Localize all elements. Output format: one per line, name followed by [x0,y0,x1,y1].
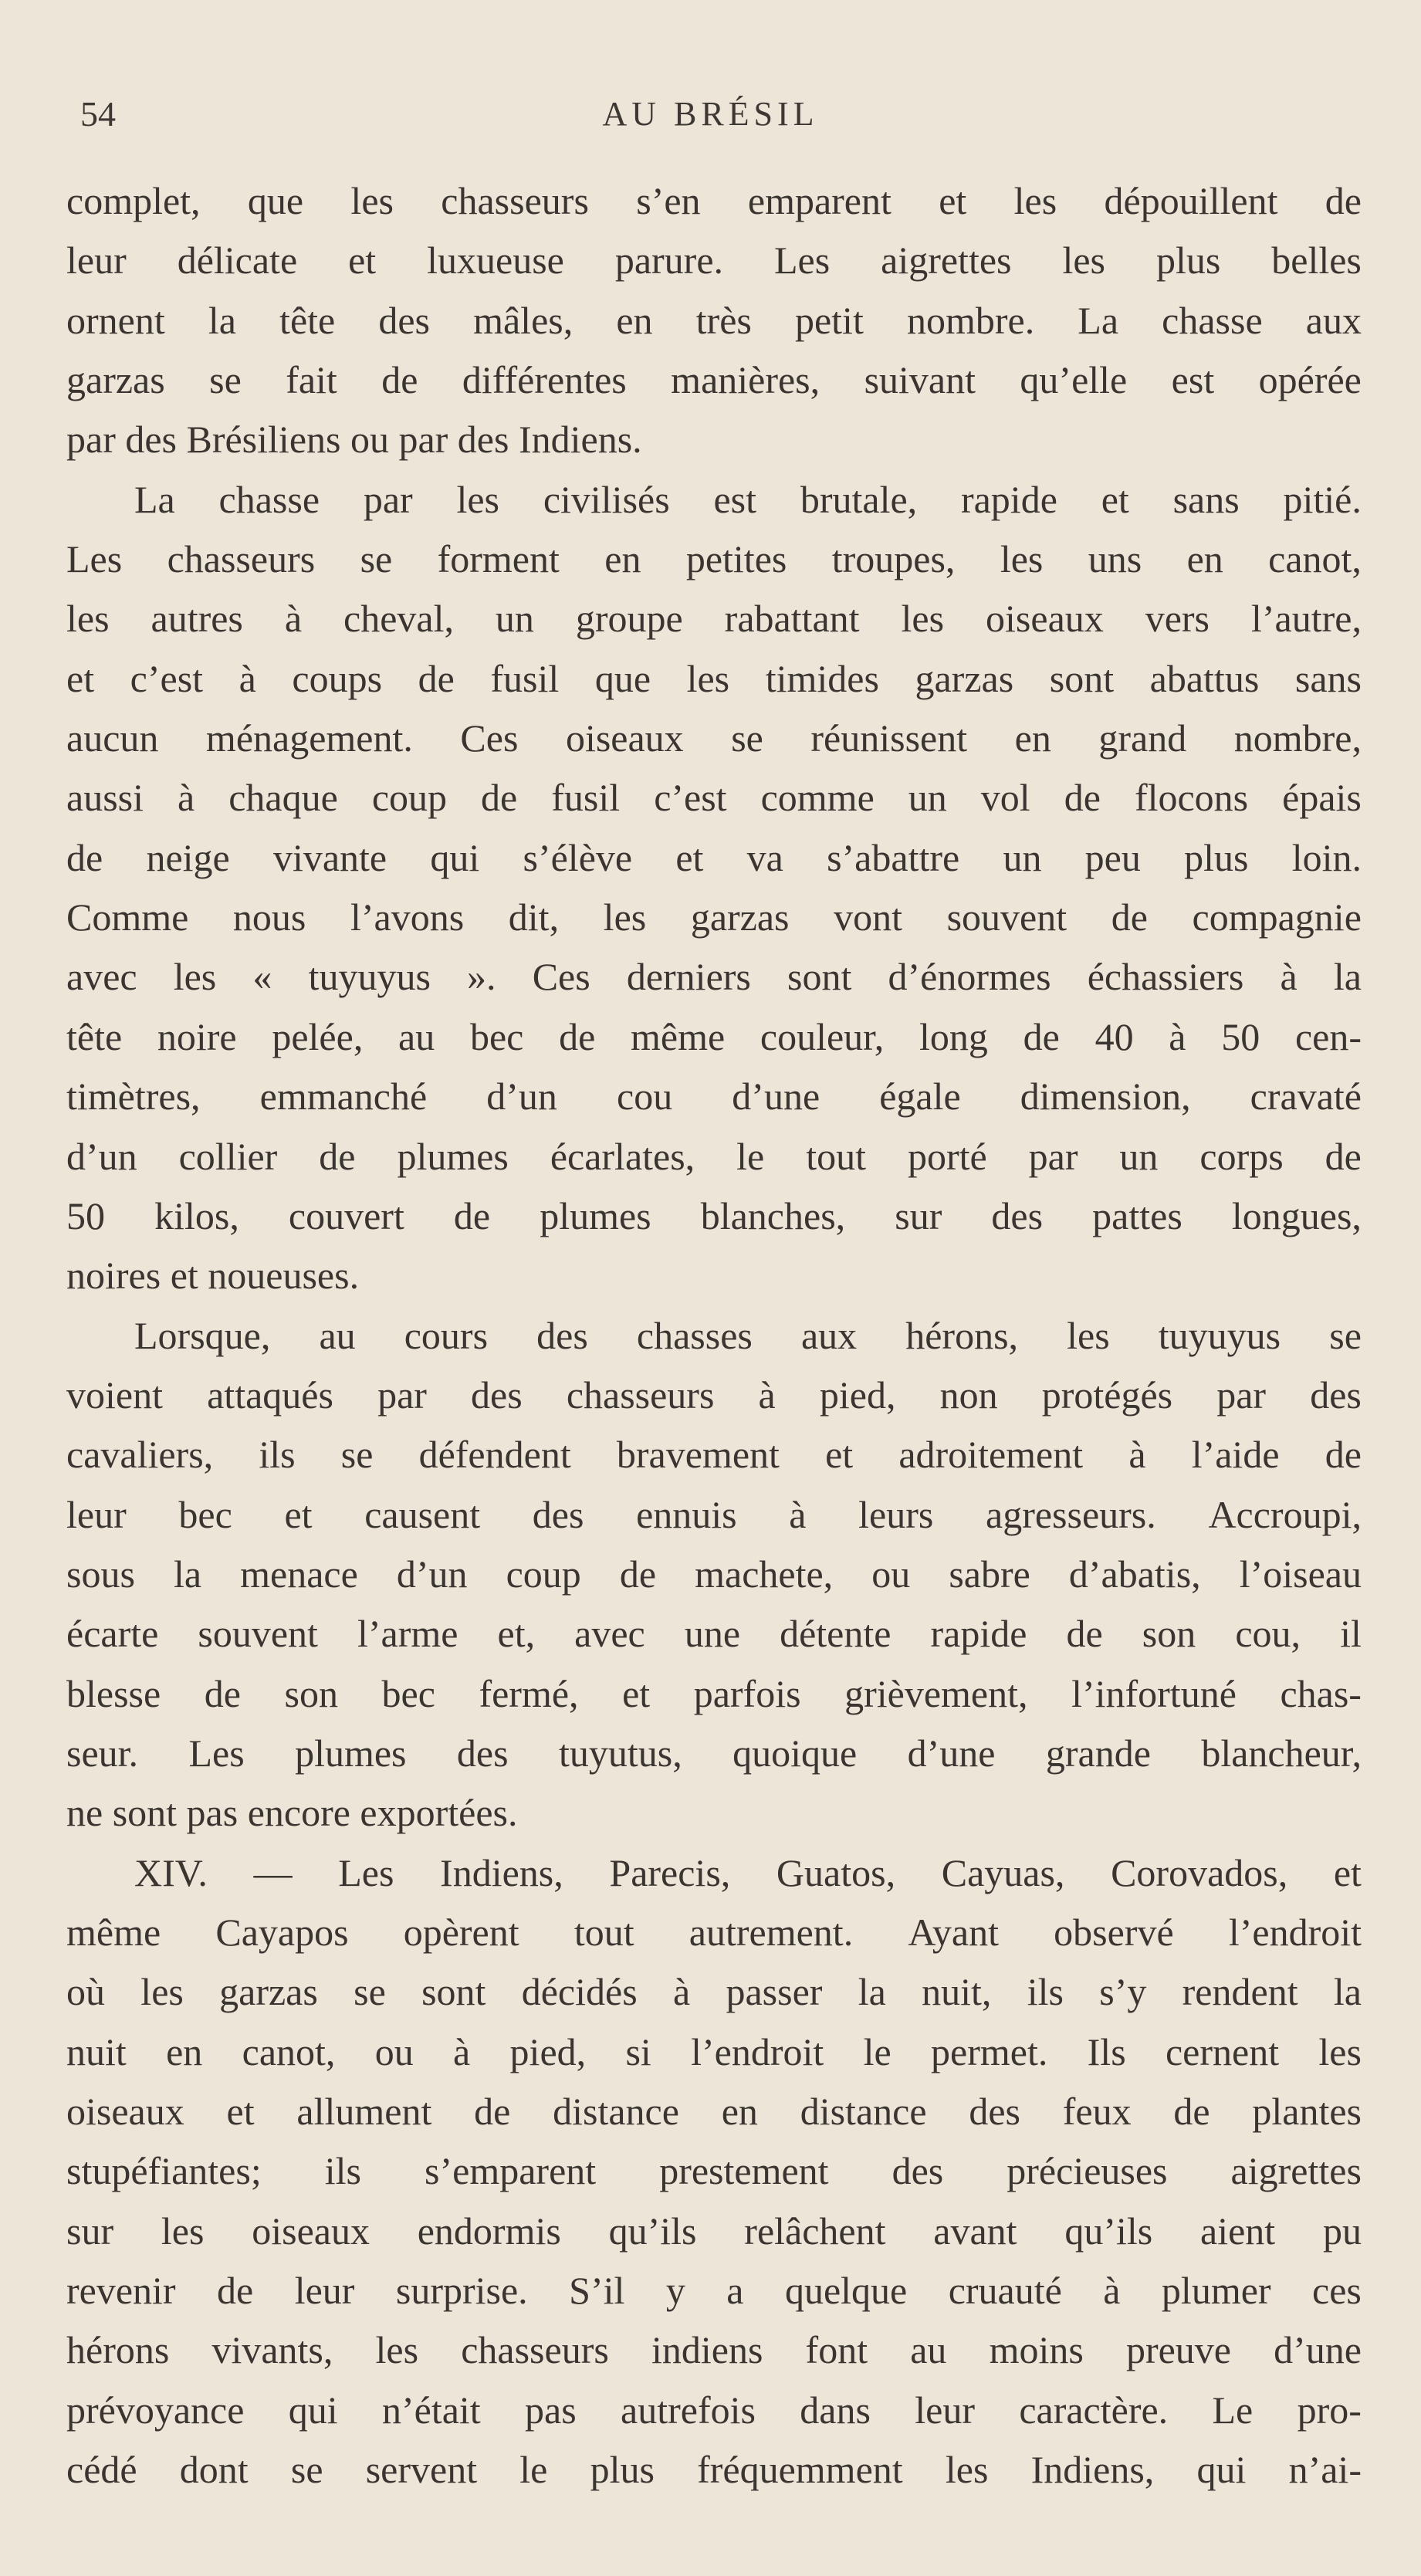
text-line: XIV. — Les Indiens, Parecis, Guatos, Cayuas, Corovados, et [134,1850,1362,1894]
text-line: leur bec et causent des ennuis à leurs agresseurs. Accroupi, [66,1492,1362,1536]
text-line: même Cayapos opèrent tout autrement. Ayant observé l’endroit [66,1910,1362,1954]
text-line: et c’est à coups de fusil que les timides garzas sont abattus sans [66,656,1362,700]
text-line: voient attaqués par des chasseurs à pied, non protégés par des [66,1373,1362,1417]
text-line: hérons vivants, les chasseurs indiens font au moins preuve d’une [66,2328,1362,2372]
text-line: timètres, emmanché d’un cou d’une égale dimension, cravaté [66,1075,1362,1119]
text-line: oiseaux et allument de distance en distance des feux de plantes [66,2090,1362,2133]
text-line: ornent la tête des mâles, en très petit nombre. La chasse aux [66,298,1362,342]
text-line: aussi à chaque coup de fusil c’est comme un vol de flocons épais [66,776,1362,820]
text-line: Les chasseurs se forment en petites troupes, les uns en canot, [66,537,1362,581]
text-line: blesse de son bec fermé, et parfois grièvement, l’infortuné chas- [66,1671,1362,1715]
text-line: sous la menace d’un coup de machete, ou sabre d’abatis, l’oiseau [66,1552,1362,1596]
text-line: tête noire pelée, au bec de même couleur, long de 40 à 50 cen- [66,1014,1362,1058]
text-line: cavaliers, ils se défendent bravement et adroitement à l’aide de [66,1433,1362,1477]
text-line: revenir de leur surprise. S’il y a quelque cruauté à plumer ces [66,2269,1362,2313]
text-line: où les garzas se sont décidés à passer la nuit, ils s’y rendent la [66,1970,1362,2014]
text-line: complet, que les chasseurs s’en emparent et les dépouillent de [66,179,1362,222]
page-number: 54 [80,94,116,134]
text-line: par des Brésiliens ou par des Indiens. [66,418,642,462]
text-line: Comme nous l’avons dit, les garzas vont souvent de compagnie [66,895,1362,939]
running-head [68,91,1353,137]
text-line: 50 kilos, couvert de plumes blanches, sur des pattes longues, [66,1193,1362,1237]
text-line: garzas se fait de différentes manières, suivant qu’elle est opérée [66,358,1362,402]
text-line: de neige vivante qui s’élève et va s’abattre un peu plus loin. [66,835,1362,879]
running-title: AU BRÉSIL [602,95,819,133]
text-line: stupéfiantes; ils s’emparent prestement des précieuses aigrettes [66,2149,1362,2193]
text-line: leur délicate et luxueuse parure. Les aigrettes les plus belles [66,239,1362,283]
text-line: nuit en canot, ou à pied, si l’endroit le permet. Ils cernent les [66,2029,1362,2073]
body-text [66,171,1362,2500]
text-line: sur les oiseaux endormis qu’ils relâchent avant qu’ils aient pu [66,2209,1362,2253]
text-line: avec les « tuyuyus ». Ces derniers sont d’énormes échassiers à la [66,955,1362,999]
text-line: seur. Les plumes des tuyutus, quoique d’une grande blancheur, [66,1731,1362,1775]
text-line: ne sont pas encore exportées. [66,1791,518,1835]
text-line: La chasse par les civilisés est brutale, rapide et sans pitié. [134,477,1362,521]
text-line: noires et noueuses. [66,1254,360,1298]
text-line: aucun ménagement. Ces oiseaux se réunissent en grand nombre, [66,716,1362,760]
text-line: Lorsque, au cours des chasses aux hérons, les tuyuyus se [134,1313,1362,1357]
text-line: écarte souvent l’arme et, avec une détente rapide de son cou, il [66,1612,1362,1656]
text-line: cédé dont se servent le plus fréquemment les Indiens, qui n’ai- [66,2448,1362,2492]
text-line: prévoyance qui n’était pas autrefois dans leur caractère. Le pro- [66,2388,1362,2432]
text-line: les autres à cheval, un groupe rabattant les oiseaux vers l’autre, [66,597,1362,641]
text-line: d’un collier de plumes écarlates, le tout porté par un corps de [66,1134,1362,1178]
